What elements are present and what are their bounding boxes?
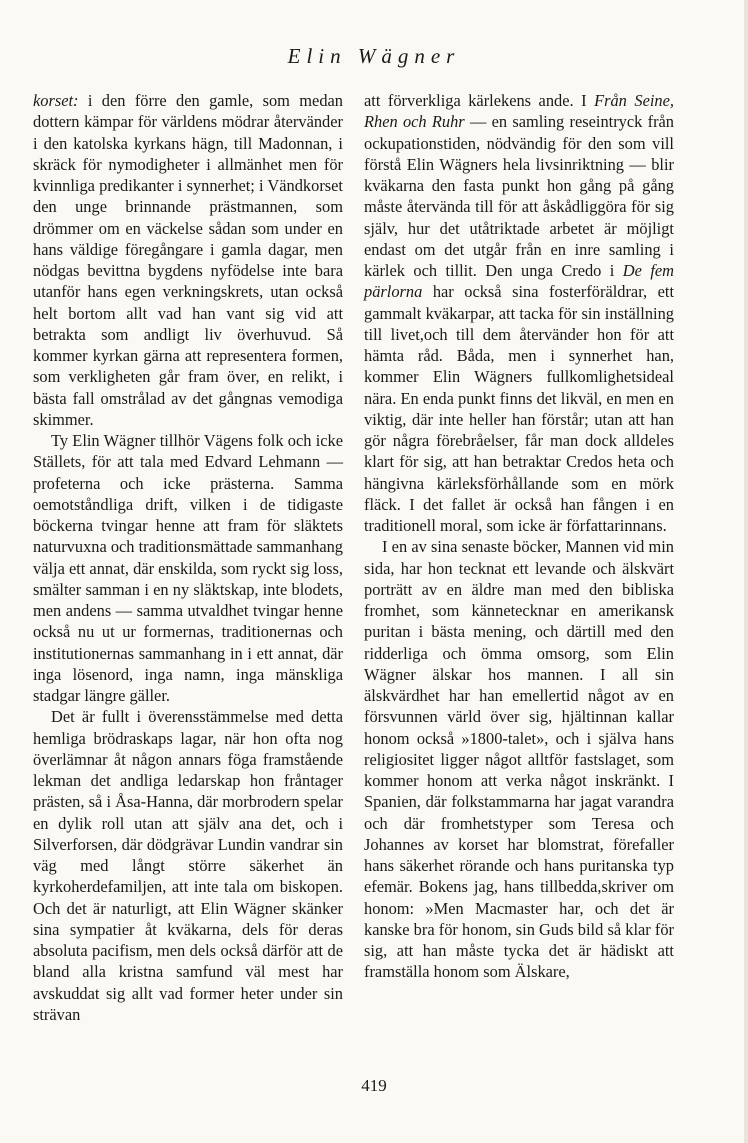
- right-paragraph-1: [364, 90, 674, 536]
- left-paragraph-2: Ty Elin Wägner tillhör Vägens folk och icke Ställets, för att tala med Edvard Lehmann — profeterna och icke prästerna. Samma oemotståndliga drift, vilken i de tidigaste böckerna tvingar henne att fram för släktets naturvuxna och traditionsmättade sammanhang välja ett annat, där enskilda, som ryckt sig loss, smälter samman i en ny släktskap, inte blodets, men andens — samma utvaldhet tvingar henne också nu ut ur formernas, traditionernas och institutionernas sammanhang in i ett annat, där inga lösenord, inga namn, inga mänskliga stadgar längre gäller.: [33, 431, 343, 705]
- right-paragraph-2: I en av sina senaste böcker, Mannen vid min sida, har hon tecknat ett levande och älskvärt porträtt av en äldre man med den bibliska fromhet, som kännetecknar en amerikansk puritan i bästa mening, och därtill med den ridderliga och ömma omsorg, som Elin Wägner älskar hos mannen. I all sin älskvärdhet har han emellertid något av en försvunnen värld över sig, hjältinnan kallar honom också »1800-talet», och i själva hans religiositet ligger något alltför fastslaget, som kommer honom att verka något inskränkt. I Spanien, där folkstammarna har jagat varandra och där fromhetstyper som Teresa och Johannes av korset har blomstrat, förefaller hans säkerhet rörande och hans puritanska typ efemär. Bokens jag, hans tillbedda,skriver om honom: »Men Macmaster har, och det är kanske bra för honom, sin Guds bild så klar för sig, att han måste tycka det är hädiskt att framställa honom som Älskare,: [364, 537, 674, 982]
- page-edge: [744, 0, 748, 1143]
- right-p1-text-c: har också sina fosterföräldrar, ett gammalt kväkarpar, att tacka för sin inställning till livet,och till dem återvänder hon för att hämta råd. Båda, men i synnerhet han, kommer Elin Wägners fullkomlighetsideal nära. En enda punkt finns det likväl, en men en viktig, där inte heller han förstår; utan att han gör några förebråelser, får man dock alldeles klart för sig, att han betraktar Credos heta och hängivna kärleksförhållande som en mörk fläck. I det fallet är också han fången i en traditionell moral, som icke är författarinnans.: [364, 282, 674, 535]
- book-title-de-fem-parlorna: De fem pärlorna: [364, 261, 674, 302]
- left-paragraph-3: Det är fullt i överensstämmelse med detta hemliga brödraskaps lagar, när hon ofta nog överlämnar åt någon annars föga framstående lekman det andliga ledarskap hon fråntager prästen, så i Åsa-Hanna, där morbrodern spelar en dylik roll utan att själv ana det, och i Silverforsen, där dödgrävar Lundin vandrar sin väg med långt större säkerhet än kyrkoherdefamiljen, att inte tala om biskopen. Och det är naturligt, att Elin Wägner skänker sina sympatier åt kväkarna, dels för deras absoluta pacifism, men dels också därför att de bland alla kristna samfund väl mest har avskuddat sig allt vad former heter under sin strävan: [33, 707, 343, 1024]
- book-title-fran-seine: Från Seine, Rhen och Ruhr: [364, 91, 674, 132]
- left-column: [33, 90, 343, 1025]
- running-header: Elin Wägner: [287, 44, 461, 68]
- page-number: 419: [361, 1076, 387, 1095]
- right-column: [364, 90, 674, 983]
- lead-italic-word: korset:: [33, 91, 79, 110]
- left-paragraph-1-text: i den förre den gamle, som medan dottern kämpar för världens mödrar återvänder i den katolska kyrkans hägn, till Madonnan, i skräck för nymodigheter i allmänhet men för kvinnliga predikanter i synnerhet; i Vändkorset den unge brinnande prästmannen, som drömmer om en väckelse sådan som under en hans väldige föregångare i gamla dagar, men nödgas bevittna bygdens nyfödelse inte bara utanför hans egen verkningskrets, utan också helt bortom allt vad han vant sig vid att betrakta som andligt liv överhuvud. Så kommer kyrkan gärna att representera formen, som verkligheten går fram över, en relikt, i bästa fall omstrålad av det gångnas vemodiga skimmer.: [33, 91, 343, 429]
- right-p1-text-a: att förverkliga kärlekens ande. I: [364, 91, 595, 110]
- right-p1-text-b: — en samling reseintryck från ockupationstiden, nödvändig för den som vill förstå Elin Wägners hela livsinriktning — blir kväkarna den fasta punkt hon gång på gång måste återvända till för att åskådliggöra för sig själv, hur det utåtriktade arbetet är möjligt endast om det utgår från en inre samling i kärlek och tillit. Den unga Credo i: [364, 112, 674, 280]
- left-paragraph-1: [33, 90, 343, 430]
